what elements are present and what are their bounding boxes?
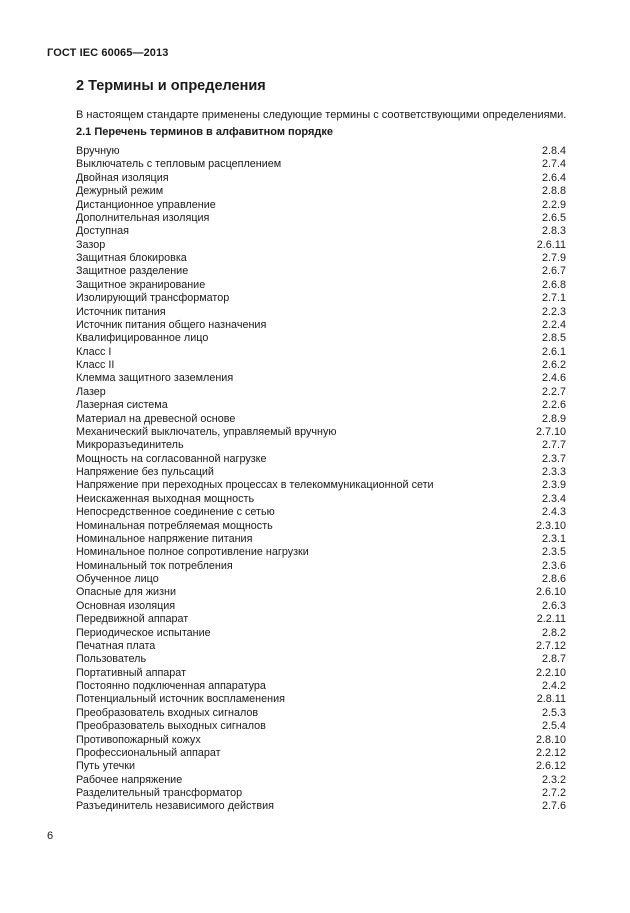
term-ref: 2.7.7 xyxy=(541,439,566,452)
term-ref: 2.6.2 xyxy=(541,359,566,371)
term-name: Разделительный трансформатор xyxy=(76,787,243,799)
term-ref: 2.2.11 xyxy=(536,613,566,626)
term-ref: 2.8.2 xyxy=(541,626,566,639)
term-row xyxy=(76,774,566,787)
term-ref: 2.7.10 xyxy=(535,425,566,438)
section-intro: В настоящем стандарте применены следующие термины с соответствующими определениями. xyxy=(76,109,567,121)
term-row xyxy=(76,573,566,586)
document-header: ГОСТ IEC 60065—2013 xyxy=(47,47,169,59)
term-ref: 2.7.1 xyxy=(541,292,566,305)
term-name: Номинальное полное сопротивление нагрузки xyxy=(76,546,309,559)
term-row xyxy=(76,787,566,800)
term-ref: 2.5.4 xyxy=(541,720,566,733)
term-row xyxy=(76,145,566,158)
term-row xyxy=(76,426,566,439)
term-ref: 2.2.3 xyxy=(541,305,566,318)
term-ref: 2.3.9 xyxy=(541,479,566,492)
term-row xyxy=(76,760,566,773)
term-row xyxy=(76,319,566,332)
term-ref: 2.6.8 xyxy=(541,278,566,291)
term-name: Механический выключатель, управляемый вручную xyxy=(76,425,337,438)
term-row xyxy=(76,172,566,185)
term-name: Напряжение без пульсаций xyxy=(76,466,214,478)
term-ref: 2.2.10 xyxy=(535,666,566,679)
term-row xyxy=(76,546,566,559)
term-row xyxy=(76,466,566,479)
term-row xyxy=(76,520,566,533)
term-row xyxy=(76,640,566,653)
term-ref: 2.3.7 xyxy=(541,452,566,465)
term-name: Мощность на согласованной нагрузке xyxy=(76,452,267,465)
term-ref: 2.3.10 xyxy=(535,519,566,532)
term-name: Постоянно подключенная аппаратура xyxy=(76,680,266,692)
term-name: Зазор xyxy=(76,238,106,251)
term-ref: 2.7.12 xyxy=(535,639,566,652)
term-name: Неискаженная выходная мощность xyxy=(76,492,255,505)
term-ref: 2.6.3 xyxy=(541,599,566,612)
term-ref: 2.7.6 xyxy=(541,800,566,813)
term-ref: 2.7.2 xyxy=(541,787,566,799)
term-row xyxy=(76,613,566,626)
term-row xyxy=(76,734,566,747)
term-name: Выключатель с тепловым расцеплением xyxy=(76,158,282,171)
term-ref: 2.3.1 xyxy=(541,532,566,545)
term-name: Источник питания общего назначения xyxy=(76,318,267,331)
term-ref: 2.6.4 xyxy=(541,171,566,184)
term-row xyxy=(76,667,566,680)
term-row xyxy=(76,439,566,452)
term-row xyxy=(76,372,566,385)
term-name: Вручную xyxy=(76,145,120,157)
term-ref: 2.6.11 xyxy=(536,238,566,251)
term-row xyxy=(76,265,566,278)
term-name: Преобразователь выходных сигналов xyxy=(76,720,266,733)
section-title: 2 Термины и определения xyxy=(76,78,266,94)
term-row xyxy=(76,239,566,252)
term-name: Опасные для жизни xyxy=(76,586,177,599)
term-name: Доступная xyxy=(76,225,129,238)
term-ref: 2.8.8 xyxy=(541,185,566,198)
term-name: Портативный аппарат xyxy=(76,666,187,679)
term-row xyxy=(76,399,566,412)
term-row xyxy=(76,800,566,813)
term-row xyxy=(76,627,566,640)
term-name: Источник питания xyxy=(76,305,166,318)
term-name: Дежурный режим xyxy=(76,185,164,198)
term-name: Непосредственное соединение с сетью xyxy=(76,506,275,519)
term-row xyxy=(76,560,566,573)
term-row xyxy=(76,453,566,466)
term-ref: 2.3.5 xyxy=(541,546,566,559)
term-name: Рабочее напряжение xyxy=(76,773,183,786)
term-name: Защитное разделение xyxy=(76,265,189,278)
term-ref: 2.2.7 xyxy=(541,385,566,398)
term-row xyxy=(76,533,566,546)
term-ref: 2.8.4 xyxy=(541,145,566,157)
term-name: Передвижной аппарат xyxy=(76,613,189,626)
term-name: Материал на древесной основе xyxy=(76,412,236,425)
term-ref: 2.8.10 xyxy=(535,733,566,746)
term-row xyxy=(76,359,566,372)
term-row xyxy=(76,707,566,720)
term-name: Микроразъединитель xyxy=(76,439,184,452)
term-row xyxy=(76,332,566,345)
term-ref: 2.2.12 xyxy=(535,746,566,759)
term-name: Дистанционное управление xyxy=(76,198,216,211)
term-row xyxy=(76,212,566,225)
term-ref: 2.7.4 xyxy=(541,158,566,171)
term-name: Класс II xyxy=(76,359,115,371)
term-ref: 2.8.3 xyxy=(541,225,566,238)
term-ref: 2.3.4 xyxy=(541,492,566,505)
term-row xyxy=(76,185,566,198)
term-row xyxy=(76,586,566,599)
term-ref: 2.6.1 xyxy=(541,345,566,358)
term-ref: 2.6.10 xyxy=(535,586,566,599)
term-ref: 2.3.2 xyxy=(541,773,566,786)
term-ref: 2.4.3 xyxy=(541,506,566,519)
term-row xyxy=(76,306,566,319)
term-row xyxy=(76,346,566,359)
subsection-title: 2.1 Перечень терминов в алфавитном порядке xyxy=(76,126,334,138)
term-row xyxy=(76,747,566,760)
term-row xyxy=(76,506,566,519)
term-row xyxy=(76,279,566,292)
term-name: Путь утечки xyxy=(76,760,135,773)
term-name: Обученное лицо xyxy=(76,573,159,585)
term-row xyxy=(76,493,566,506)
term-ref: 2.2.9 xyxy=(541,198,566,211)
term-name: Преобразователь входных сигналов xyxy=(76,706,259,719)
term-ref: 2.7.9 xyxy=(541,252,566,264)
term-name: Лазерная система xyxy=(76,399,168,412)
term-ref: 2.5.3 xyxy=(541,706,566,719)
term-name: Лазер xyxy=(76,385,106,398)
term-ref: 2.6.5 xyxy=(541,211,566,224)
term-row xyxy=(76,252,566,265)
term-name: Потенциальный источник воспламенения xyxy=(76,693,285,706)
term-name: Номинальное напряжение питания xyxy=(76,532,253,545)
term-name: Изолирующий трансформатор xyxy=(76,292,230,305)
term-row xyxy=(76,386,566,399)
term-name: Защитное экранирование xyxy=(76,278,206,291)
term-ref: 2.8.5 xyxy=(541,332,566,345)
term-row xyxy=(76,413,566,426)
term-name: Двойная изоляция xyxy=(76,171,169,184)
term-name: Печатная плата xyxy=(76,639,156,652)
term-row xyxy=(76,158,566,171)
term-name: Квалифицированное лицо xyxy=(76,332,209,345)
term-row xyxy=(76,693,566,706)
term-ref: 2.2.6 xyxy=(541,399,566,412)
term-row xyxy=(76,225,566,238)
term-ref: 2.4.6 xyxy=(541,372,566,385)
term-name: Дополнительная изоляция xyxy=(76,211,210,224)
page-number: 6 xyxy=(47,830,54,842)
term-name: Разъединитель независимого действия xyxy=(76,800,274,813)
term-name: Напряжение при переходных процессах в телекоммуникационной сети xyxy=(76,479,434,492)
term-ref: 2.8.6 xyxy=(541,573,566,585)
terms-list xyxy=(76,145,566,814)
term-name: Номинальный ток потребления xyxy=(76,559,233,572)
term-name: Основная изоляция xyxy=(76,599,176,612)
term-name: Номинальная потребляемая мощность xyxy=(76,519,273,532)
term-ref: 2.2.4 xyxy=(541,318,566,331)
term-ref: 2.3.6 xyxy=(541,559,566,572)
term-ref: 2.8.7 xyxy=(541,653,566,666)
term-name: Класс I xyxy=(76,345,112,358)
term-ref: 2.3.3 xyxy=(541,466,566,478)
term-name: Периодическое испытание xyxy=(76,626,211,639)
term-row xyxy=(76,479,566,492)
term-name: Пользователь xyxy=(76,653,147,666)
term-row xyxy=(76,600,566,613)
term-row xyxy=(76,199,566,212)
term-row xyxy=(76,680,566,693)
term-row xyxy=(76,292,566,305)
term-row xyxy=(76,720,566,733)
term-ref: 2.6.7 xyxy=(541,265,566,278)
term-ref: 2.8.9 xyxy=(541,412,566,425)
term-ref: 2.4.2 xyxy=(541,680,566,692)
term-name: Защитная блокировка xyxy=(76,252,187,264)
term-ref: 2.8.11 xyxy=(536,693,566,706)
term-name: Профессиональный аппарат xyxy=(76,746,221,759)
term-name: Клемма защитного заземления xyxy=(76,372,234,385)
term-row xyxy=(76,653,566,666)
term-ref: 2.6.12 xyxy=(535,760,566,773)
term-name: Противопожарный кожух xyxy=(76,733,201,746)
